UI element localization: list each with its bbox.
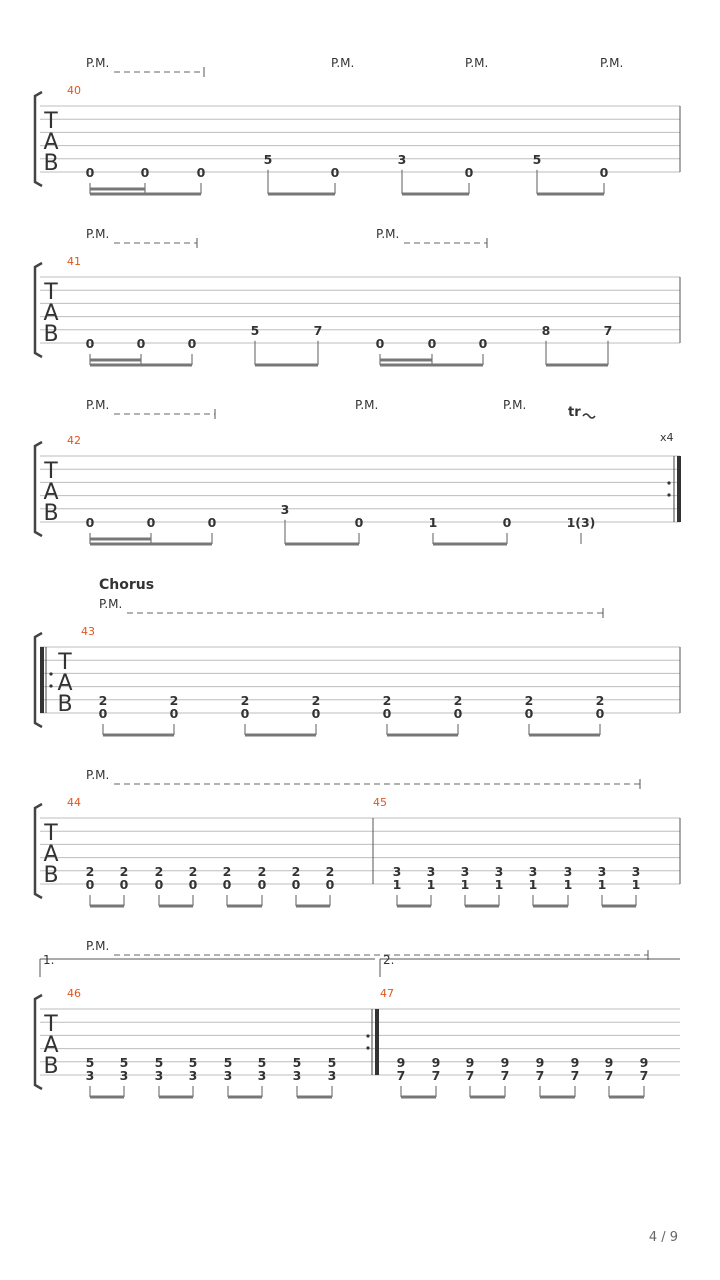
fret-number: 3 xyxy=(397,151,407,167)
fret-number: 3 xyxy=(528,863,538,879)
fret-number: 0 xyxy=(187,336,197,351)
fret-number: 8 xyxy=(541,322,551,338)
fret-number: 0 xyxy=(427,336,437,351)
fret-number: 2 xyxy=(119,863,129,879)
fret-number: 0 xyxy=(207,515,217,530)
tab-clef-letter-b: B xyxy=(43,863,59,888)
fret-number: 5 xyxy=(292,1054,302,1070)
fret-number: 3 xyxy=(426,863,436,879)
palm-mute-label: P.M. xyxy=(331,56,355,70)
fret-number: 7 xyxy=(313,322,323,338)
tab-clef-letter-a: A xyxy=(57,671,73,696)
fret-number: 1 xyxy=(494,877,504,892)
repeat-dot xyxy=(366,1046,369,1049)
fret-number: 9 xyxy=(465,1054,475,1070)
fret-number: 1 xyxy=(528,877,538,892)
trill-wave xyxy=(583,414,595,418)
palm-mute-label: P.M. xyxy=(86,56,110,70)
palm-mute-label: P.M. xyxy=(86,398,110,412)
fret-number: 0 xyxy=(464,165,474,180)
fret-number: 0 xyxy=(154,877,164,892)
fret-number: 0 xyxy=(382,706,392,721)
fret-number: 2 xyxy=(188,863,198,879)
fret-number: 0 xyxy=(354,515,364,530)
fret-number: 0 xyxy=(188,877,198,892)
fret-number: 7 xyxy=(604,1068,614,1083)
fret-number: 3 xyxy=(460,863,470,879)
tab-clef-letter-b: B xyxy=(57,692,73,717)
fret-number: 0 xyxy=(140,165,150,180)
fret-number: 3 xyxy=(223,1068,233,1083)
tab-clef-letter-t: T xyxy=(44,459,58,484)
fret-number: 5 xyxy=(188,1054,198,1070)
fret-number: 3 xyxy=(119,1068,129,1083)
fret-number: 5 xyxy=(532,151,542,167)
fret-number: 9 xyxy=(396,1054,406,1070)
tab-clef-letter-a: A xyxy=(43,480,59,505)
fret-number: 0 xyxy=(291,877,301,892)
fret-number: 2 xyxy=(382,692,392,708)
fret-number: 0 xyxy=(375,336,385,351)
measure-number: 46 xyxy=(67,987,81,1000)
fret-number: 9 xyxy=(604,1054,614,1070)
repeat-end-thick-barline xyxy=(677,456,681,522)
page-indicator: 4 / 9 xyxy=(648,1230,678,1245)
fret-number: 0 xyxy=(502,515,512,530)
fret-number: 2 xyxy=(311,692,321,708)
fret-number: 2 xyxy=(98,692,108,708)
fret-number: 3 xyxy=(494,863,504,879)
fret-number: 0 xyxy=(595,706,605,721)
measure-number: 40 xyxy=(67,84,81,97)
fret-number: 2 xyxy=(325,863,335,879)
palm-mute-label: P.M. xyxy=(600,56,624,70)
fret-number: 7 xyxy=(570,1068,580,1083)
fret-number: 0 xyxy=(478,336,488,351)
fret-number: 7 xyxy=(639,1068,649,1083)
fret-number: 9 xyxy=(500,1054,510,1070)
section-label-chorus: Chorus xyxy=(99,577,155,593)
fret-number: 2 xyxy=(169,692,179,708)
fret-number: 0 xyxy=(98,706,108,721)
tab-clef-letter-t: T xyxy=(44,821,58,846)
fret-number: 0 xyxy=(240,706,250,721)
fret-number: 3 xyxy=(563,863,573,879)
fret-number: 0 xyxy=(453,706,463,721)
palm-mute-label: P.M. xyxy=(376,227,400,241)
fret-number: 3 xyxy=(292,1068,302,1083)
palm-mute-label: P.M. xyxy=(86,227,110,241)
fret-number: 0 xyxy=(169,706,179,721)
fret-number: 2 xyxy=(240,692,250,708)
tab-clef-letter-b: B xyxy=(43,501,59,526)
tab-clef-letter-t: T xyxy=(44,280,58,305)
fret-number: 0 xyxy=(330,165,340,180)
volta-ending-2: 2. xyxy=(383,953,395,967)
fret-number: 7 xyxy=(396,1068,406,1083)
fret-number: 5 xyxy=(257,1054,267,1070)
fret-number: 3 xyxy=(631,863,641,879)
palm-mute-label: P.M. xyxy=(86,768,110,782)
repeat-count: x4 xyxy=(660,431,674,444)
tab-clef-letter-a: A xyxy=(43,842,59,867)
fret-number: 0 xyxy=(311,706,321,721)
fret-number: 0 xyxy=(599,165,609,180)
palm-mute-label: P.M. xyxy=(86,939,110,953)
repeat-start-thick-barline xyxy=(40,647,44,713)
tab-clef-letter-t: T xyxy=(58,650,72,675)
palm-mute-label: P.M. xyxy=(355,398,379,412)
repeat-dot xyxy=(49,684,52,687)
fret-number: 0 xyxy=(146,515,156,530)
measure-number: 41 xyxy=(67,255,81,268)
fret-number: 2 xyxy=(291,863,301,879)
repeat-end-thick-barline xyxy=(375,1009,379,1075)
fret-number: 0 xyxy=(222,877,232,892)
fret-number: 3 xyxy=(327,1068,337,1083)
fret-number: 2 xyxy=(222,863,232,879)
fret-number: 1 xyxy=(631,877,641,892)
trill-label: tr xyxy=(568,405,581,420)
palm-mute-label: P.M. xyxy=(99,597,123,611)
tab-clef-letter-b: B xyxy=(43,151,59,176)
fret-number: 3 xyxy=(392,863,402,879)
fret-number: 2 xyxy=(453,692,463,708)
fret-number: 2 xyxy=(257,863,267,879)
fret-number: 9 xyxy=(535,1054,545,1070)
tab-clef-letter-a: A xyxy=(43,301,59,326)
tab-clef-letter-a: A xyxy=(43,130,59,155)
measure-number: 45 xyxy=(373,796,387,809)
fret-number: 5 xyxy=(223,1054,233,1070)
fret-number: 0 xyxy=(85,336,95,351)
repeat-dot xyxy=(667,481,670,484)
fret-number: 1 xyxy=(597,877,607,892)
measure-number: 43 xyxy=(81,625,95,638)
fret-number: 9 xyxy=(570,1054,580,1070)
fret-number: 2 xyxy=(85,863,95,879)
palm-mute-label: P.M. xyxy=(465,56,489,70)
fret-number: 1 xyxy=(426,877,436,892)
tab-clef-letter-t: T xyxy=(44,1012,58,1037)
fret-number: 3 xyxy=(257,1068,267,1083)
fret-number: 3 xyxy=(154,1068,164,1083)
fret-number: 1 xyxy=(392,877,402,892)
fret-number: 3 xyxy=(188,1068,198,1083)
fret-number: 7 xyxy=(500,1068,510,1083)
fret-number: 0 xyxy=(196,165,206,180)
fret-number: 1 xyxy=(428,515,438,530)
tab-clef-letter-b: B xyxy=(43,322,59,347)
fret-number: 2 xyxy=(154,863,164,879)
fret-number: 1 xyxy=(460,877,470,892)
fret-number: 2 xyxy=(595,692,605,708)
fret-number: 0 xyxy=(136,336,146,351)
fret-number: 2 xyxy=(524,692,534,708)
repeat-dot xyxy=(667,493,670,496)
tab-clef-letter-t: T xyxy=(44,109,58,134)
fret-number: 9 xyxy=(431,1054,441,1070)
volta-ending-1: 1. xyxy=(43,953,55,967)
tab-clef-letter-a: A xyxy=(43,1033,59,1058)
fret-number: 7 xyxy=(603,322,613,338)
fret-number: 0 xyxy=(119,877,129,892)
fret-number: 7 xyxy=(535,1068,545,1083)
fret-number: 5 xyxy=(263,151,273,167)
fret-number: 5 xyxy=(250,322,260,338)
measure-number: 44 xyxy=(67,796,81,809)
fret-number: 5 xyxy=(154,1054,164,1070)
fret-number: 5 xyxy=(85,1054,95,1070)
fret-number: 0 xyxy=(85,515,95,530)
fret-number: 0 xyxy=(85,877,95,892)
fret-number: 1(3) xyxy=(566,515,596,530)
tab-clef-letter-b: B xyxy=(43,1054,59,1079)
fret-number: 7 xyxy=(431,1068,441,1083)
fret-number: 5 xyxy=(327,1054,337,1070)
fret-number: 0 xyxy=(325,877,335,892)
fret-number: 7 xyxy=(465,1068,475,1083)
fret-number: 3 xyxy=(597,863,607,879)
fret-number: 1 xyxy=(563,877,573,892)
fret-number: 9 xyxy=(639,1054,649,1070)
fret-number: 0 xyxy=(85,165,95,180)
fret-number: 5 xyxy=(119,1054,129,1070)
palm-mute-label: P.M. xyxy=(503,398,527,412)
measure-number: 47 xyxy=(380,987,394,1000)
fret-number: 0 xyxy=(257,877,267,892)
fret-number: 3 xyxy=(85,1068,95,1083)
repeat-dot xyxy=(49,672,52,675)
repeat-dot xyxy=(366,1034,369,1037)
fret-number: 3 xyxy=(280,501,290,517)
fret-number: 0 xyxy=(524,706,534,721)
measure-number: 42 xyxy=(67,434,81,447)
